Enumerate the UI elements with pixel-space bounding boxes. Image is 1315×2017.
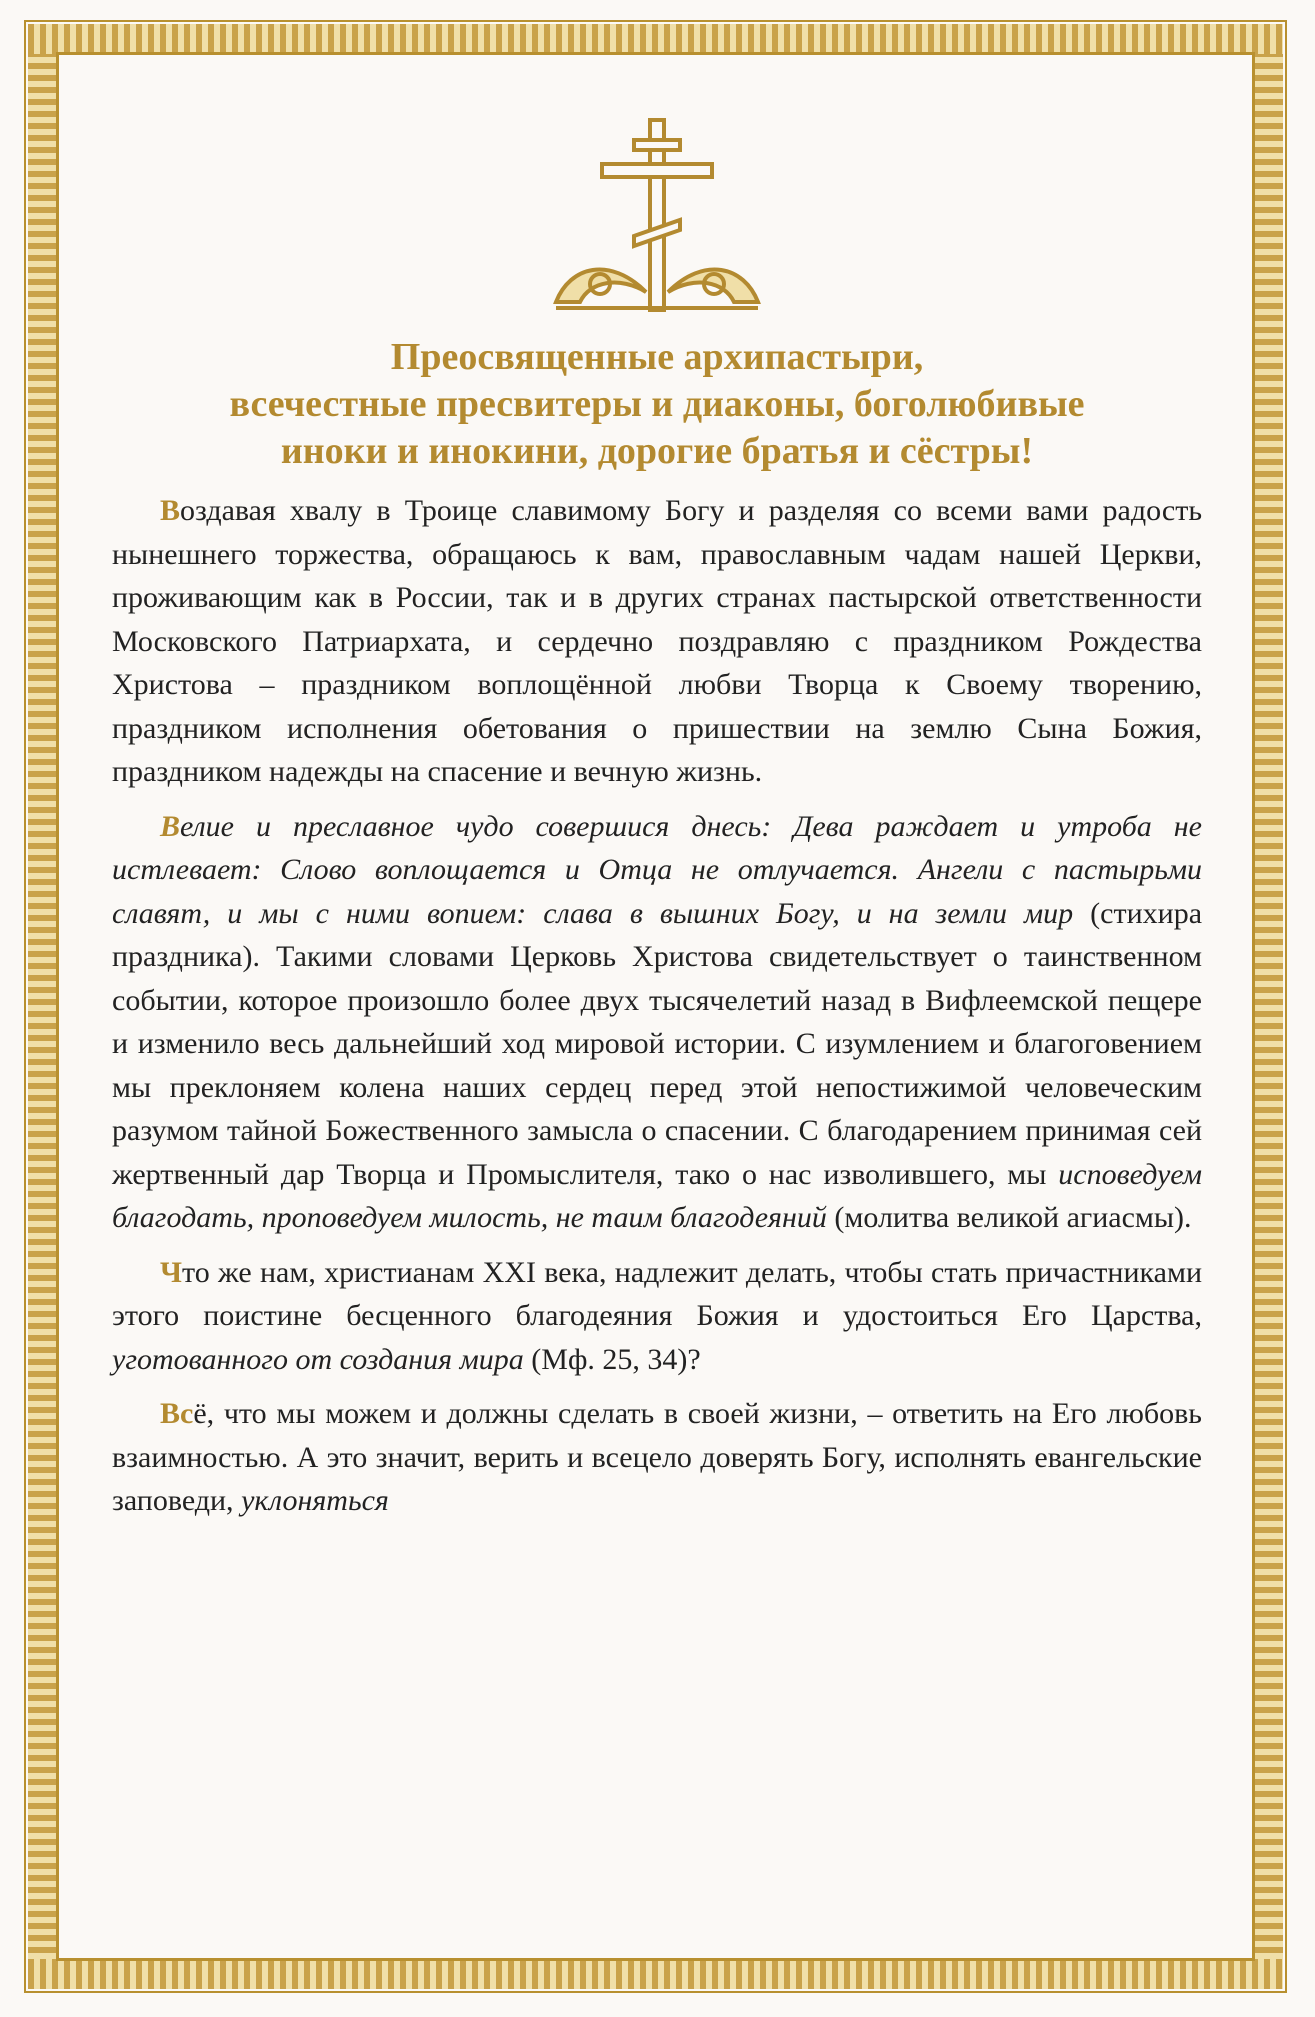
letter-content — [112, 110, 1202, 1534]
text-segment: ё, что мы можем и должны сделать в своей жизни, – ответить на Его любовь взаимностью. А это значит, верить и всецело доверять Богу, исполнять евангельские заповеди, — [112, 1397, 1202, 1517]
paragraph-1 — [112, 489, 1202, 794]
text-segment: оздавая хвалу в Троице славимому Богу и разделяя со всеми вами радость нынешнего торжества, обращаюсь к вам, православным чадам нашей Церкви, проживающим как в России, так и в других странах пастырской ответственности Московского Патриархата, и сердечно поздравляю с праздником Рождества Христова – праздником воплощённой любви Творца к Своему творению, праздником исполнения обетования о пришествии на землю Сына Божия, праздником надежды на спасение и вечную жизнь. — [112, 494, 1202, 788]
text-segment-italic: елие и преславное чудо совершися днесь: Дева раждает и утроба не истлевает: Слово воплощается и Отца не отлучается. Ангели с пастырьми славят, и мы с ними вопием: слава в вышних Богу, и на земли мир — [112, 809, 1202, 930]
paragraph-3 — [112, 1251, 1202, 1382]
drop-initial: В — [160, 494, 181, 527]
greeting-line-1: Преосвященные архипастыри, — [390, 336, 924, 378]
text-segment: (стихира праздника). Такими словами Церковь Христова свидетельствует о таинственном событии, которое произошло более двух тысячелетий назад в Вифлеемской пещере и изменило весь дальнейший ход мировой истории. С изумлением и благоговением мы преклоняем колена наших сердец перед этой непостижимой человеческим разумом тайной Божественного замысла о спасении. С благодарением принимая сей жертвенный дар Творца и Промыслителя, тако о нас изволившего, мы — [112, 896, 1203, 1191]
text-segment: (Мф. 25, 34)? — [523, 1342, 701, 1376]
greeting-line-2: всечестные пресвитеры и диаконы, боголюбивые — [229, 383, 1085, 425]
paragraph-2 — [112, 805, 1202, 1240]
text-segment-italic: уклоняться — [241, 1484, 389, 1517]
drop-initial: В — [160, 809, 181, 843]
text-segment: (молитва великой агиасмы). — [826, 1201, 1192, 1234]
text-segment-italic: уготованного от создания мира — [112, 1342, 524, 1376]
paragraph-4 — [112, 1392, 1202, 1523]
text-segment-italic: исповедуем благодать, проповедуем милость, не таим благодеяний — [112, 1157, 1202, 1234]
text-segment: то же нам, христианам XXI века, надлежит делать, чтобы стать причастниками этого поистине бесценного благодеяния Божия и удостоиться Его Царства, — [112, 1255, 1202, 1332]
drop-initial: Ч — [160, 1255, 183, 1289]
cross-emblem — [112, 110, 1202, 316]
orthodox-cross-icon — [550, 116, 764, 316]
message-body — [112, 489, 1202, 1523]
greeting-heading — [112, 334, 1202, 475]
drop-initial: Вс — [160, 1397, 194, 1430]
greeting-line-3: иноки и инокини, дорогие братья и сёстры! — [280, 430, 1034, 472]
